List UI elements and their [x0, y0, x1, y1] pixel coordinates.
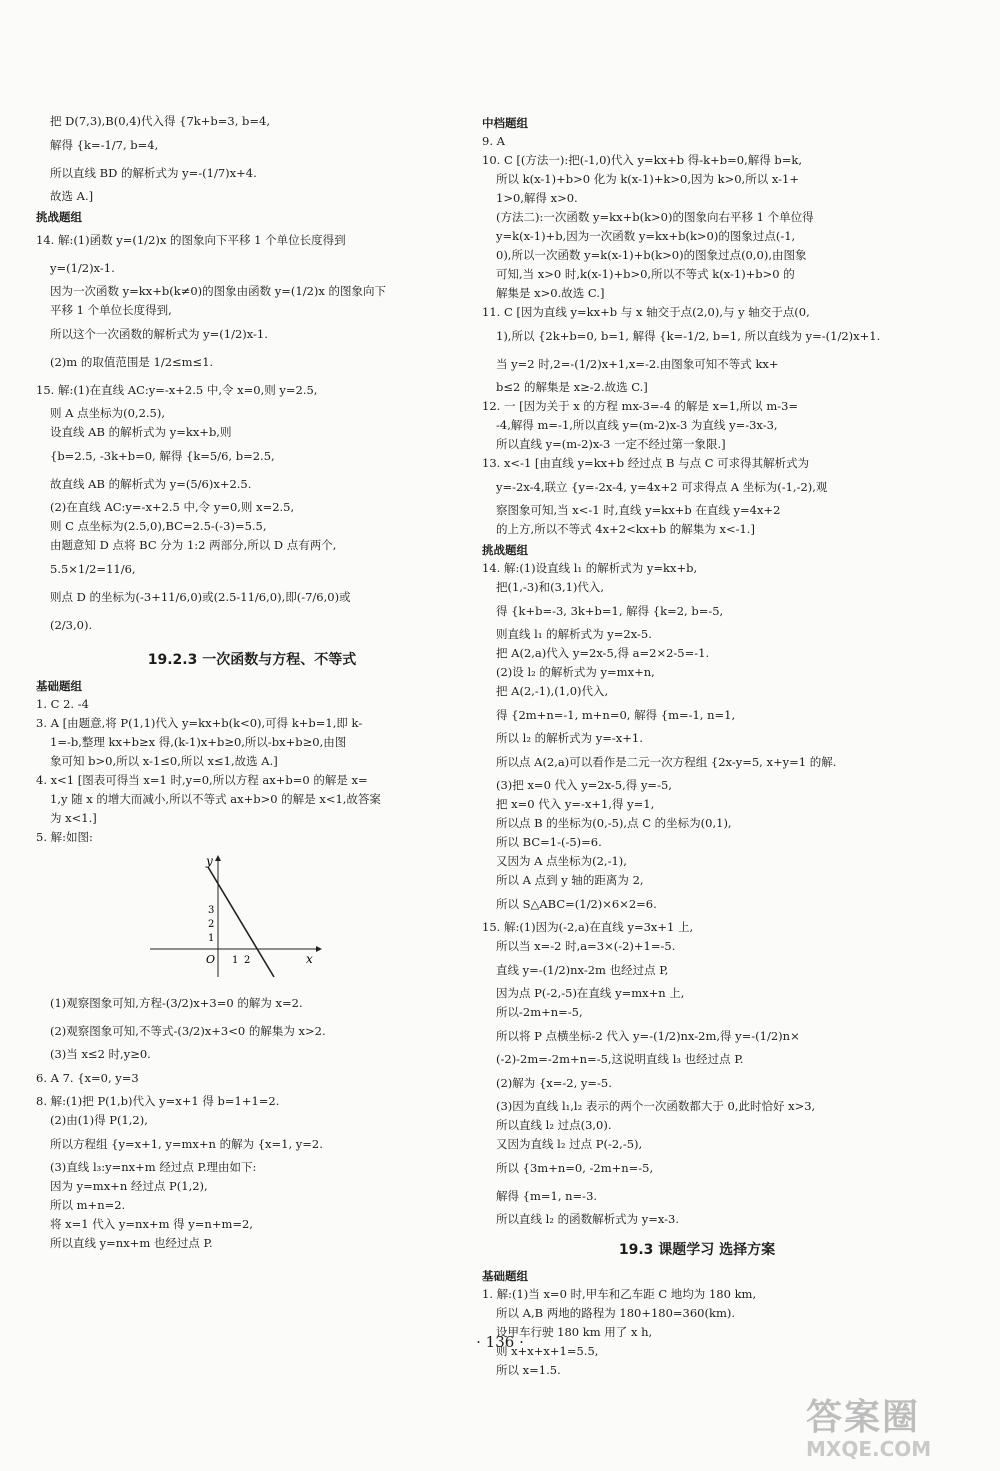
- text-line: 12. 一 [因为关于 x 的方程 mx-3=-4 的解是 x=1,所以 m-3=: [482, 399, 799, 413]
- text-line: 所以直线 l₂ 的函数解析式为 y=x-3.: [496, 1212, 680, 1226]
- text-line: 所以 S△ABC=(1/2)×6×2=6.: [496, 897, 657, 911]
- section-title: 19.3 课题学习 选择方案: [618, 1242, 776, 1258]
- text-line: 14. 解:(1)设直线 l₁ 的解析式为 y=kx+b,: [482, 561, 698, 575]
- text-line: 因为一次函数 y=kx+b(k≠0)的图象由函数 y=(1/2)x 的图象向下: [50, 284, 387, 298]
- text-line: (2/3,0).: [50, 618, 93, 632]
- text-line: 直线 y=-(1/2)nx-2m 也经过点 P,: [496, 963, 669, 977]
- text-line: 5. 解:如图:: [36, 830, 93, 844]
- text-line: 将 x=1 代入 y=nx+m 得 y=n+m=2,: [50, 1217, 253, 1231]
- text-line: 所以将 P 点横坐标-2 代入 y=-(1/2)nx-2m,得 y=-(1/2)n×: [496, 1029, 800, 1043]
- y-tick-label: 2: [208, 919, 215, 930]
- text-line: 1,y 随 x 的增大而减小,所以不等式 ax+b>0 的解是 x<1,故答案: [50, 792, 381, 806]
- x-tick-label: 2: [244, 955, 251, 966]
- text-line: 9. A: [482, 134, 505, 148]
- text-line: 所以直线 y=nx+m 也经过点 P.: [50, 1236, 213, 1250]
- text-line: (1)观察图象可知,方程-(3/2)x+3=0 的解为 x=2.: [50, 996, 303, 1010]
- page-number: · 136 ·: [476, 1333, 524, 1351]
- text-line: 设直线 AB 的解析式为 y=kx+b,则: [50, 425, 232, 439]
- text-line: b≤2 的解集是 x≥-2.故选 C.]: [496, 380, 648, 394]
- text-line: 则 C 点坐标为(2.5,0),BC=2.5-(-3)=5.5,: [50, 519, 267, 533]
- text-line: 解集是 x>0.故选 C.]: [496, 286, 605, 300]
- text-line: (2)在直线 AC:y=-x+2.5 中,令 y=0,则 x=2.5,: [50, 500, 295, 514]
- text-line: 所以 m+n=2.: [50, 1198, 126, 1212]
- group-heading: 中档题组: [482, 116, 528, 130]
- watermark-logo: 答案圈: [806, 1397, 921, 1438]
- text-line: 1>0,解得 x>0.: [496, 191, 578, 205]
- text-line: 10. C [(方法一):把(-1,0)代入 y=kx+b 得-k+b=0,解得 b=k,: [482, 153, 803, 167]
- text-line: 所以直线 BD 的解析式为 y=-(1/7)x+4.: [50, 166, 257, 180]
- text-line: 所以-2m+n=-5,: [496, 1005, 583, 1019]
- text-line: 所以直线 y=(m-2)x-3 一定不经过第一象限.]: [496, 437, 726, 451]
- text-line: 当 y=2 时,2=-(1/2)x+1,x=-2.由图象可知不等式 kx+: [496, 357, 779, 371]
- text-line: 得 {2m+n=-1, m+n=0, 解得 {m=-1, n=1,: [496, 708, 736, 722]
- text-line: 所以 k(x-1)+b>0 化为 k(x-1)+k>0,因为 k>0,所以 x-1+: [496, 172, 799, 186]
- text-line: 故选 A.]: [50, 189, 94, 203]
- text-line: 得 {k+b=-3, 3k+b=1, 解得 {k=2, b=-5,: [496, 604, 724, 618]
- group-heading: 挑战题组: [482, 543, 528, 557]
- group-heading: 挑战题组: [36, 210, 82, 224]
- text-line: 则点 D 的坐标为(-3+11/6,0)或(2.5-11/6,0),即(-7/6,0)或: [50, 590, 351, 604]
- text-line: 所以 BC=1-(-5)=6.: [496, 835, 602, 849]
- text-line: (2)m 的取值范围是 1/2≤m≤1.: [50, 355, 214, 369]
- text-line: (3)直线 l₃:y=nx+m 经过点 P.理由如下:: [50, 1160, 257, 1174]
- text-line: -4,解得 m=-1,所以直线 y=(m-2)x-3 为直线 y=-3x-3,: [496, 418, 778, 432]
- x-tick-label: 1: [232, 955, 239, 966]
- text-line: 5.5×1/2=11/6,: [50, 562, 136, 576]
- text-line: 0),所以一次函数 y=k(x-1)+b(k>0)的图象过点(0,0),由图象: [496, 248, 807, 262]
- text-line: 可知,当 x>0 时,k(x-1)+b>0,所以不等式 k(x-1)+b>0 的: [496, 267, 795, 281]
- right-column: [482, 112, 912, 1380]
- text-line: 则直线 l₁ 的解析式为 y=2x-5.: [496, 627, 652, 641]
- text-line: 所以这个一次函数的解析式为 y=(1/2)x-1.: [50, 327, 268, 341]
- text-line: 把 D(7,3),B(0,4)代入得 {7k+b=3, b=4,: [50, 114, 270, 128]
- text-line: 为 x<1.]: [50, 811, 97, 825]
- text-line: 的上方,所以不等式 4x+2<kx+b 的解集为 x<-1.]: [496, 522, 755, 536]
- text-line: 察图象可知,当 x<-1 时,直线 y=kx+b 在直线 y=4x+2: [496, 503, 781, 517]
- text-line: (3)因为直线 l₁,l₂ 表示的两个一次函数都大于 0,此时恰好 x>3,: [496, 1099, 816, 1113]
- text-line: y=(1/2)x-1.: [50, 261, 115, 275]
- y-tick-label: 3: [208, 905, 215, 916]
- section-title: 19.2.3 一次函数与方程、不等式: [147, 652, 357, 668]
- text-line: (3)当 x≤2 时,y≥0.: [50, 1047, 151, 1061]
- text-line: 设甲车行驶 180 km 用了 x h,: [496, 1325, 653, 1339]
- text-line: (方法二):一次函数 y=kx+b(k>0)的图象向右平移 1 个单位得: [496, 210, 814, 224]
- text-line: 所以 A 点到 y 轴的距离为 2,: [496, 873, 644, 887]
- text-line: 又因为直线 l₂ 过点 P(-2,-5),: [496, 1137, 643, 1151]
- text-line: 故直线 AB 的解析式为 y=(5/6)x+2.5.: [50, 477, 252, 491]
- group-heading: 基础题组: [36, 679, 82, 693]
- text-line: 14. 解:(1)函数 y=(1/2)x 的图象向下平移 1 个单位长度得到: [36, 233, 346, 247]
- text-line: 4. x<1 [图表可得当 x=1 时,y=0,所以方程 ax+b=0 的解是 x=: [36, 773, 368, 787]
- y-axis-arrow: [215, 855, 221, 861]
- text-line: 15. 解:(1)在直线 AC:y=-x+2.5 中,令 x=0,则 y=2.5,: [36, 383, 318, 397]
- text-line: 所以当 x=-2 时,a=3×(-2)+1=-5.: [496, 939, 676, 953]
- text-line: y=k(x-1)+b,因为一次函数 y=kx+b(k>0)的图象过点(-1,: [496, 229, 796, 243]
- text-line: (2)解为 {x=-2, y=-5.: [496, 1076, 612, 1090]
- text-line: 1. C 2. -4: [36, 697, 89, 711]
- y-axis-label: y: [206, 854, 213, 868]
- text-line: 象可知 b>0,所以 x-1≤0,所以 x≤1,故选 A.]: [50, 754, 278, 768]
- text-line: (2)设 l₂ 的解析式为 y=mx+n,: [496, 665, 655, 679]
- text-line: 所以 x=1.5.: [496, 1363, 561, 1377]
- text-line: 所以 A,B 两地的路程为 180+180=360(km).: [496, 1306, 736, 1320]
- text-line: 解得 {k=-1/7, b=4,: [50, 138, 159, 152]
- text-line: 所以方程组 {y=x+1, y=mx+n 的解为 {x=1, y=2.: [50, 1137, 323, 1151]
- text-line: 11. C [因为直线 y=kx+b 与 x 轴交于点(2,0),与 y 轴交于点(0,: [482, 305, 810, 319]
- text-line: 解得 {m=1, n=-3.: [496, 1189, 598, 1203]
- text-line: 1=-b,整理 kx+b≥x 得,(k-1)x+b≥0,所以-bx+b≥0,由图: [50, 735, 347, 749]
- watermark-url: MXQE.COM: [806, 1437, 932, 1461]
- text-line: 所以 {3m+n=0, -2m+n=-5,: [496, 1161, 654, 1175]
- text-line: 则 x+x+x+1=5.5,: [496, 1344, 599, 1358]
- text-line: (2)由(1)得 P(1,2),: [50, 1113, 148, 1127]
- text-line: (-2)-2m=-2m+n=-5,这说明直线 l₃ 也经过点 P.: [496, 1052, 744, 1066]
- solution-graph: [146, 853, 326, 983]
- text-line: 平移 1 个单位长度得到,: [50, 303, 172, 317]
- text-line: 则 A 点坐标为(0,2.5),: [50, 406, 166, 420]
- text-line: 又因为 A 点坐标为(2,-1),: [496, 854, 627, 868]
- text-line: 8. 解:(1)把 P(1,b)代入 y=x+1 得 b=1+1=2.: [36, 1094, 280, 1108]
- text-line: 把(1,-3)和(3,1)代入,: [496, 580, 605, 594]
- x-axis-label: x: [306, 952, 313, 966]
- text-line: 把 x=0 代入 y=-x+1,得 y=1,: [496, 797, 655, 811]
- text-line: 15. 解:(1)因为(-2,a)在直线 y=3x+1 上,: [482, 920, 694, 934]
- origin-label: O: [206, 953, 216, 966]
- text-line: 因为点 P(-2,-5)在直线 y=mx+n 上,: [496, 986, 685, 1000]
- text-line: y=-2x-4,联立 {y=-2x-4, y=4x+2 可求得点 A 坐标为(-1,-2),观: [496, 480, 828, 494]
- x-axis-arrow: [316, 946, 322, 952]
- watermark: [806, 1398, 986, 1462]
- text-line: 1. 解:(1)当 x=0 时,甲车和乙车距 C 地均为 180 km,: [482, 1287, 757, 1301]
- text-line: (3)把 x=0 代入 y=2x-5,得 y=-5,: [496, 778, 672, 792]
- text-line: 6. A 7. {x=0, y=3: [36, 1071, 139, 1085]
- text-line: 所以 l₂ 的解析式为 y=-x+1.: [496, 731, 643, 745]
- left-column: [36, 112, 468, 1253]
- text-line: 把 A(2,-1),(1,0)代入,: [496, 684, 609, 698]
- text-line: 把 A(2,a)代入 y=2x-5,得 a=2×2-5=-1.: [496, 646, 710, 660]
- text-line: 因为 y=mx+n 经过点 P(1,2),: [50, 1179, 208, 1193]
- text-line: 3. A [由题意,将 P(1,1)代入 y=kx+b(k<0),可得 k+b=1,即 k-: [36, 716, 363, 730]
- y-tick-label: 1: [208, 933, 215, 944]
- text-line: (2)观察图象可知,不等式-(3/2)x+3<0 的解集为 x>2.: [50, 1024, 326, 1038]
- text-line: 所以点 B 的坐标为(0,-5),点 C 的坐标为(0,1),: [496, 816, 732, 830]
- text-line: {b=2.5, -3k+b=0, 解得 {k=5/6, b=2.5,: [50, 449, 275, 463]
- text-line: 13. x<-1 [由直线 y=kx+b 经过点 B 与点 C 可求得其解析式为: [482, 456, 810, 470]
- text-line: 由题意知 D 点将 BC 分为 1:2 两部分,所以 D 点有两个,: [50, 538, 337, 552]
- text-line: 所以点 A(2,a)可以看作是二元一次方程组 {2x-y=5, x+y=1 的解.: [496, 755, 837, 769]
- text-line: 1),所以 {2k+b=0, b=1, 解得 {k=-1/2, b=1, 所以直线为 y=-(1/2)x+1.: [496, 329, 881, 343]
- text-line: 所以直线 l₂ 过点(3,0).: [496, 1118, 612, 1132]
- group-heading: 基础题组: [482, 1269, 528, 1283]
